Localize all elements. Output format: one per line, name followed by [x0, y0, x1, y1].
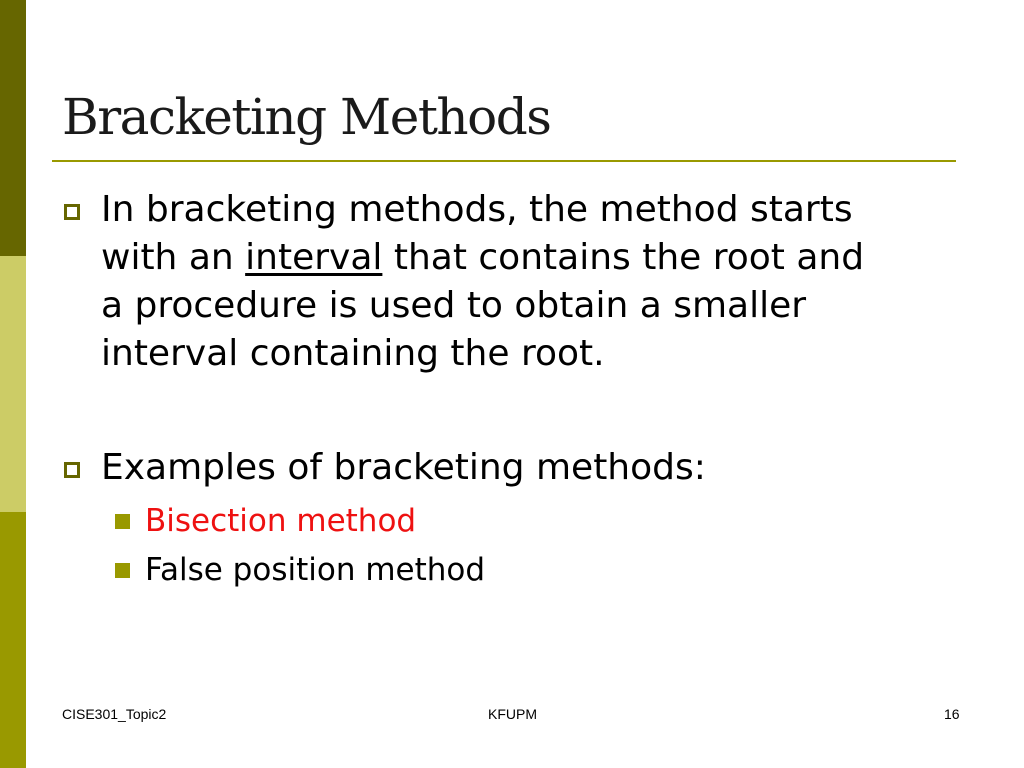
- side-bar-middle: [0, 256, 26, 512]
- filled-square-bullet-icon: [115, 514, 130, 529]
- filled-square-bullet-icon: [115, 563, 130, 578]
- hollow-square-bullet-icon: [64, 462, 80, 478]
- footer-institution: KFUPM: [488, 706, 537, 722]
- line-2-prefix: with an: [101, 237, 246, 278]
- bullet-1-text: [101, 186, 971, 378]
- footer-page-number: 16: [944, 706, 960, 722]
- side-bar-bottom: [0, 512, 26, 768]
- bullet-1-line-1: In bracketing methods, the method starts: [101, 189, 853, 230]
- bullet-1-line-4: interval containing the root.: [101, 333, 605, 374]
- title-divider: [52, 160, 956, 162]
- bullet-1-line-2: [101, 234, 971, 282]
- footer-course: CISE301_Topic2: [62, 706, 167, 722]
- line-2-suffix: that contains the root and: [382, 237, 865, 278]
- bullet-1-line-3: a procedure is used to obtain a smaller: [101, 285, 807, 326]
- hollow-square-bullet-icon: [64, 204, 80, 220]
- bullet-2-text: Examples of bracketing methods:: [101, 447, 706, 488]
- interval-keyword: interval: [245, 237, 383, 278]
- side-bar-top: [0, 0, 26, 256]
- sub-item-label: Bisection method: [145, 503, 417, 539]
- slide-title: Bracketing Methods: [62, 88, 551, 146]
- sub-item-label: False position method: [145, 552, 486, 588]
